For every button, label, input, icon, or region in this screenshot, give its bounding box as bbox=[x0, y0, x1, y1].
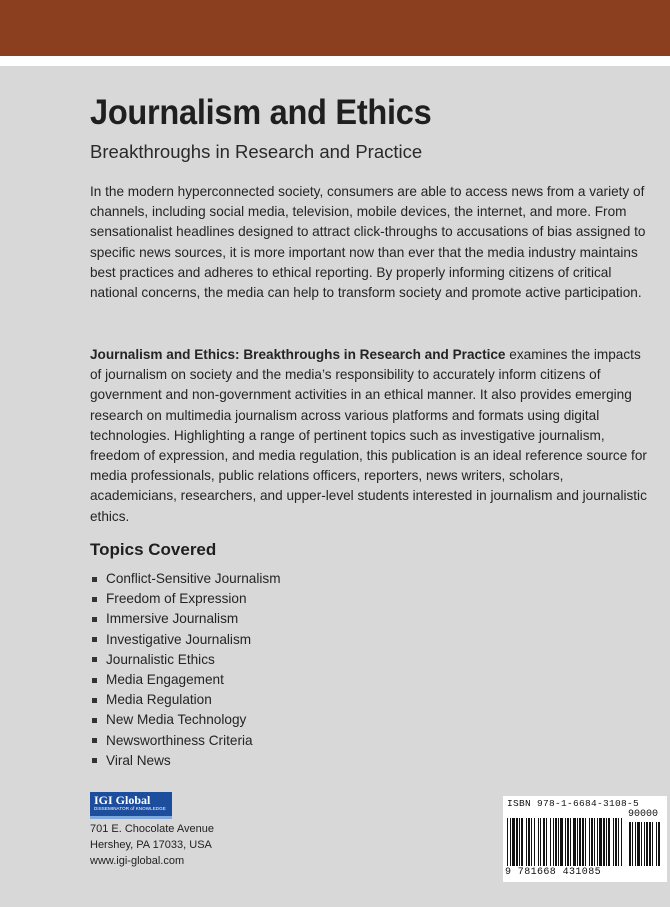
barcode-bars bbox=[507, 818, 625, 866]
price-code: 90000 bbox=[628, 809, 659, 820]
barcode-stripe bbox=[534, 818, 535, 866]
logo-name: IGI Global bbox=[94, 793, 151, 807]
barcode-stripe bbox=[516, 818, 518, 866]
barcode-stripe bbox=[573, 818, 576, 866]
publisher-website: www.igi-global.com bbox=[90, 855, 185, 867]
barcode-stripe bbox=[603, 818, 605, 866]
barcode-stripe bbox=[577, 818, 578, 866]
barcode-stripe bbox=[567, 818, 569, 866]
barcode-stripe bbox=[507, 818, 508, 866]
list-item bbox=[90, 690, 281, 710]
list-item bbox=[90, 630, 281, 650]
bullet-icon bbox=[92, 758, 97, 763]
book-subtitle: Breakthroughs in Research and Practice bbox=[90, 141, 423, 162]
barcode-stripe bbox=[538, 818, 539, 866]
description-paragraph-1: In the modern hyperconnected society, consumers are able to access news from a variety of channels, including social media, television, mobile devices, the internet, and more. From sensationalist headlines designed to attract click-throughs to accusations of bias assigned to specific news sources, it is more important now than ever that the media industry maintains best practices and adheres to ethical reporting. By properly informing citizens of critical national concerns, the media can help to transform society and promote active participation. bbox=[90, 184, 646, 301]
barcode-stripe bbox=[641, 822, 642, 866]
bullet-icon bbox=[92, 597, 97, 602]
top-color-band bbox=[0, 0, 670, 56]
barcode-stripe bbox=[644, 822, 645, 866]
barcode-stripe bbox=[656, 822, 657, 866]
topic-label: Viral News bbox=[106, 752, 171, 768]
barcode-stripe bbox=[528, 818, 530, 866]
barcode-stripe bbox=[599, 818, 602, 866]
topic-label: Freedom of Expression bbox=[106, 591, 247, 607]
topic-label: Media Engagement bbox=[106, 671, 224, 687]
barcode-stripe bbox=[658, 822, 660, 866]
barcode-stripe bbox=[597, 818, 598, 866]
bullet-icon bbox=[92, 678, 97, 683]
barcode-stripe bbox=[543, 818, 545, 866]
barcode-stripe bbox=[570, 818, 571, 866]
address-city: Hershey, PA 17033, USA bbox=[90, 839, 212, 851]
topic-label: Investigative Journalism bbox=[106, 631, 252, 647]
barcode-stripe bbox=[608, 818, 610, 866]
barcode-stripe bbox=[519, 818, 520, 866]
list-item bbox=[90, 650, 281, 670]
bullet-icon bbox=[92, 577, 97, 582]
list-item bbox=[90, 731, 281, 751]
barcode-stripe bbox=[629, 822, 631, 866]
bullet-icon bbox=[92, 698, 97, 703]
barcode-stripe bbox=[546, 818, 547, 866]
barcode-stripe bbox=[540, 818, 541, 866]
list-item bbox=[90, 710, 281, 730]
topic-label: Newsworthiness Criteria bbox=[106, 732, 253, 748]
topic-label: Immersive Journalism bbox=[106, 611, 239, 627]
barcode-stripe bbox=[613, 818, 614, 866]
barcode-stripe bbox=[615, 818, 617, 866]
bullet-icon bbox=[92, 637, 97, 642]
barcode-stripe bbox=[565, 818, 566, 866]
barcode-stripe bbox=[555, 818, 557, 866]
isbn-barcode bbox=[503, 796, 667, 882]
topic-label: Media Regulation bbox=[106, 692, 212, 708]
topic-label: New Media Technology bbox=[106, 712, 247, 728]
barcode-stripe bbox=[531, 818, 532, 866]
topic-label: Journalistic Ethics bbox=[106, 651, 215, 667]
barcode-stripe bbox=[512, 818, 515, 866]
logo-swoosh bbox=[90, 816, 172, 819]
price-barcode-bars bbox=[629, 822, 663, 866]
paragraph-body: examines the impacts of journalism on society and the media’s responsibility to accurately inform citizens of government and non-government activities in an ethical manner. It also provides emerging research on multimedia journalism across various platforms and formats using digital technologies. Highlighting a range of pertinent topics such as investigative journalism, freedom of expression, and media regulation, this publication is an ideal reference source for media professionals, public relations officers, reporters, news writers, scholars, academicians, researchers, and upper-level students interested in journalism and journalistic ethics. bbox=[90, 347, 647, 524]
logo-tagline: DISSEMINATOR of KNOWLEDGE bbox=[94, 806, 166, 811]
barcode-stripe bbox=[637, 822, 640, 866]
barcode-stripe bbox=[553, 818, 554, 866]
title-block bbox=[90, 92, 650, 164]
topic-label: Conflict-Sensitive Journalism bbox=[106, 571, 281, 586]
isbn-label: ISBN 978-1-6684-3108-5 bbox=[507, 798, 640, 809]
barcode-stripe bbox=[585, 818, 586, 866]
barcode-stripe bbox=[589, 818, 590, 866]
barcode-stripe bbox=[550, 818, 551, 866]
barcode-stripe bbox=[558, 818, 559, 866]
list-item bbox=[90, 670, 281, 690]
publisher-address bbox=[90, 821, 214, 869]
barcode-stripe bbox=[560, 818, 563, 866]
list-item bbox=[90, 609, 281, 629]
list-item bbox=[90, 589, 281, 609]
barcode-stripe bbox=[646, 822, 648, 866]
barcode-stripe bbox=[526, 818, 527, 866]
bullet-icon bbox=[92, 617, 97, 622]
book-title: Journalism and Ethics bbox=[90, 93, 432, 132]
topics-heading: Topics Covered bbox=[90, 540, 217, 559]
header-divider bbox=[0, 56, 670, 66]
barcode-stripe bbox=[652, 822, 653, 866]
bullet-icon bbox=[92, 718, 97, 723]
barcode-stripe bbox=[591, 818, 593, 866]
bullet-icon bbox=[92, 738, 97, 743]
barcode-stripe bbox=[521, 818, 523, 866]
barcode-stripe bbox=[621, 818, 622, 866]
barcode-stripe bbox=[510, 818, 511, 866]
barcode-stripe bbox=[649, 822, 651, 866]
barcode-stripe bbox=[579, 818, 581, 866]
barcode-stripe bbox=[632, 822, 633, 866]
paragraph-lead-title: Journalism and Ethics: Breakthroughs in Research and Practice bbox=[90, 347, 506, 362]
barcode-stripe bbox=[635, 822, 636, 866]
barcode-number: 9 781668 431085 bbox=[505, 867, 602, 878]
publisher-logo bbox=[90, 792, 172, 816]
barcode-stripe bbox=[582, 818, 584, 866]
topics-list bbox=[90, 569, 281, 771]
list-item bbox=[90, 569, 281, 589]
list-item bbox=[90, 751, 281, 771]
barcode-stripe bbox=[618, 818, 619, 866]
barcode-stripe bbox=[606, 818, 607, 866]
description-paragraph-2 bbox=[90, 345, 650, 527]
address-street: 701 E. Chocolate Avenue bbox=[90, 823, 214, 835]
barcode-stripe bbox=[594, 818, 595, 866]
bullet-icon bbox=[92, 657, 97, 662]
